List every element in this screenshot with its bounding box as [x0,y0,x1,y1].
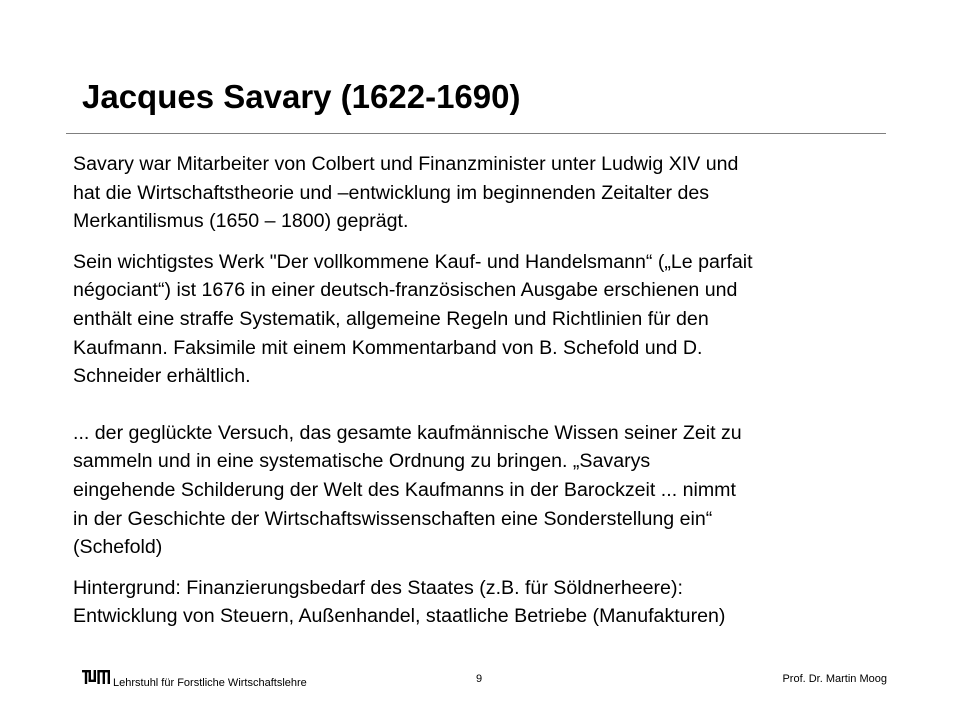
tum-logo-icon [82,670,110,684]
slide-footer [0,668,960,692]
paragraph-savary-role: Savary war Mitarbeiter von Colbert und Finanzminister unter Ludwig XIV und hat die Wirtschaftstheorie und –entwicklung im beginnenden Zeitalter des Merkantilismus (1650 – 1800) geprägt. [73,153,739,233]
slide-title: Jacques Savary (1622-1690) [82,78,521,115]
paragraph-main-work: Sein wichtigstes Werk "Der vollkommene Kauf- und Handelsmann“ („Le parfait négociant“) ist 1676 in einer deutsch-französischen Ausgabe erschienen und enthält eine straffe Systematik, allgemeine Regeln und Richtlinien für den Kaufmann. Faksimile mit einem Kommentarband von B. Schefold und D. Schneider erhältlich. [73,250,753,388]
slide-body [73,150,923,631]
author-name: Prof. Dr. Martin Moog [782,673,887,685]
paragraph-background: Hintergrund: Finanzierungsbedarf des Staates (z.B. für Söldnerheere): Entwicklung von Steuern, Außenhandel, staatliche Betriebe (Manufakturen) [73,576,726,628]
paragraph-quote: ... der geglückte Versuch, das gesamte kaufmännische Wissen seiner Zeit zu sammeln und in eine systematische Ordnung zu bringen. „Savarys eingehende Schilderung der Welt des Kaufmanns in der Barockzeit ... nimmt in der Geschichte der Wirtschaftswissenschaften eine Sonderstellung ein“ (Schefold) [73,421,742,559]
page-number: 9 [476,673,483,685]
title-divider [66,133,886,134]
chair-name: Lehrstuhl für Forstliche Wirtschaftslehre [113,677,307,689]
